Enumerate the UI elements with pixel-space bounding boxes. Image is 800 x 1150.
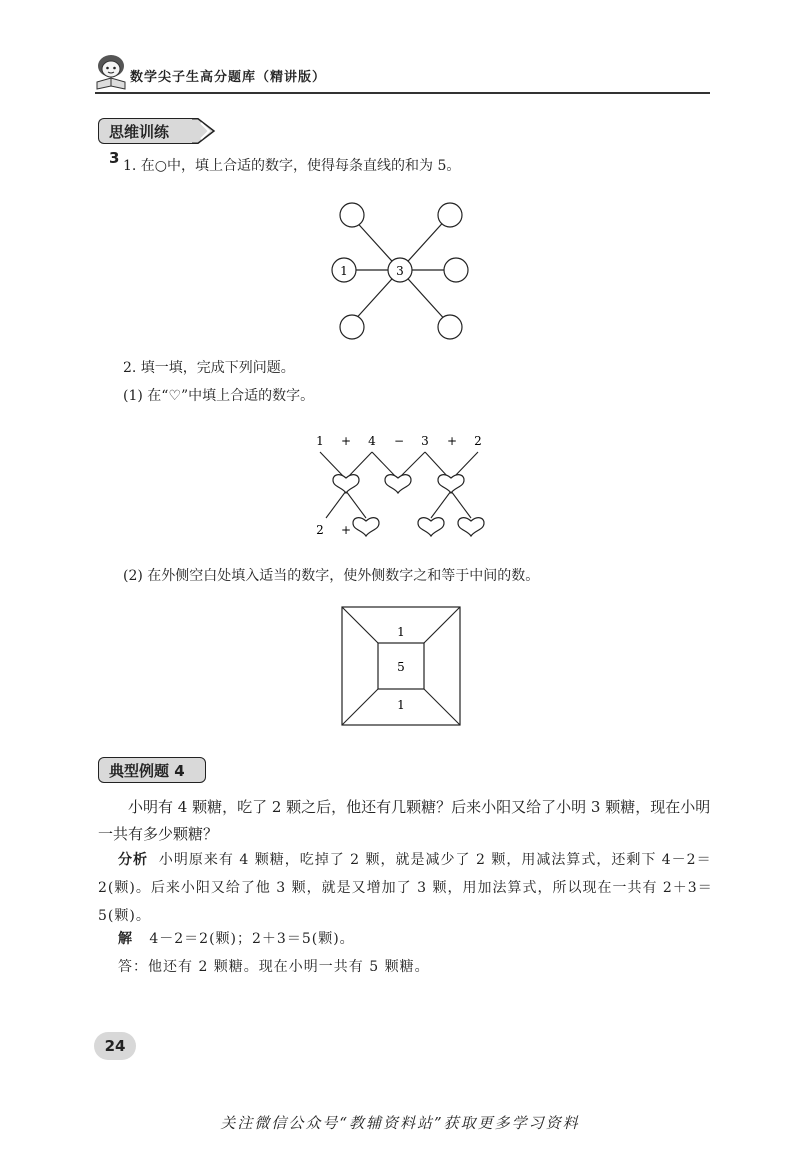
heart-lower-3 — [458, 518, 484, 536]
left-circle-value: 1 — [340, 264, 348, 278]
frame-bottom-value: 1 — [397, 698, 405, 712]
heart-upper-3 — [438, 475, 464, 493]
tag-arrow-icon — [192, 118, 216, 144]
circle-star-diagram — [320, 195, 480, 345]
solution-text: 4－2＝2(颗)；2＋3＝5(颗)。 — [149, 931, 355, 947]
analysis-text: 小明原来有 4 颗糖，吃掉了 2 颗，就是减少了 2 颗，用减法算式，还剩下 4－2＝2(颗)。后来小阳又给了他 3 颗，就是又增加了 3 颗，用加法算式，所以现在一共有 2＋3＝5(颗)。 — [98, 852, 713, 924]
bottom-op: + — [340, 523, 352, 537]
top-op-2: − — [393, 434, 405, 448]
frame-top-value: 1 — [397, 625, 405, 639]
answer-line: 答：他还有 2 颗糖。现在小明一共有 5 颗糖。 — [118, 959, 430, 975]
top-num-1: 1 — [316, 434, 324, 448]
circle-right — [444, 258, 468, 282]
question-1: 1. 在○中，填上合适的数字，使得每条直线的和为 5。 — [123, 158, 461, 174]
top-num-3: 3 — [421, 434, 429, 448]
top-num-4: 2 — [474, 434, 482, 448]
book-title: 数学尖子生高分题库（精讲版） — [130, 70, 327, 85]
heart-upper-2 — [385, 475, 411, 493]
question-2-part-1: (1) 在“♡”中填上合适的数字。 — [123, 388, 315, 404]
heart-tree-diagram — [300, 425, 500, 550]
heart-lower-1 — [353, 518, 379, 536]
circle-bottom-left — [340, 315, 364, 339]
mascot-logo — [93, 52, 129, 92]
example-problem: 小明有 4 颗糖，吃了 2 颗之后，他还有几颗糖？后来小阳又给了小明 3 颗糖，现在小明一共有多少颗糖？ — [98, 798, 711, 843]
square-frame-diagram — [340, 605, 464, 730]
header-rule — [95, 92, 710, 94]
section-tag-typical-example: 典型例题 4 — [98, 757, 206, 783]
question-2-part-2: (2) 在外侧空白处填入适当的数字，使外侧数字之和等于中间的数。 — [123, 568, 540, 584]
top-num-2: 4 — [368, 434, 376, 448]
bottom-num: 2 — [316, 523, 324, 537]
heart-lower-2 — [418, 518, 444, 536]
top-op-1: + — [340, 434, 352, 448]
solution-line — [118, 928, 355, 948]
question-2: 2. 填一填，完成下列问题。 — [123, 360, 295, 376]
circle-bottom-right — [438, 315, 462, 339]
analysis-paragraph — [98, 846, 713, 930]
solution-label: 解 — [118, 931, 133, 947]
frame-center-value: 5 — [397, 660, 405, 674]
top-op-3: + — [446, 434, 458, 448]
center-circle-value: 3 — [396, 264, 404, 278]
circle-top-left — [340, 203, 364, 227]
heart-upper-1 — [333, 475, 359, 493]
footer-watermark: 关注微信公众号“教辅资料站”获取更多学习资料 — [220, 1114, 580, 1132]
analysis-label: 分析 — [118, 852, 148, 868]
circle-top-right — [438, 203, 462, 227]
section-tag-thinking-training: 思维训练 3 — [98, 118, 194, 144]
page-number: 24 — [94, 1032, 136, 1060]
